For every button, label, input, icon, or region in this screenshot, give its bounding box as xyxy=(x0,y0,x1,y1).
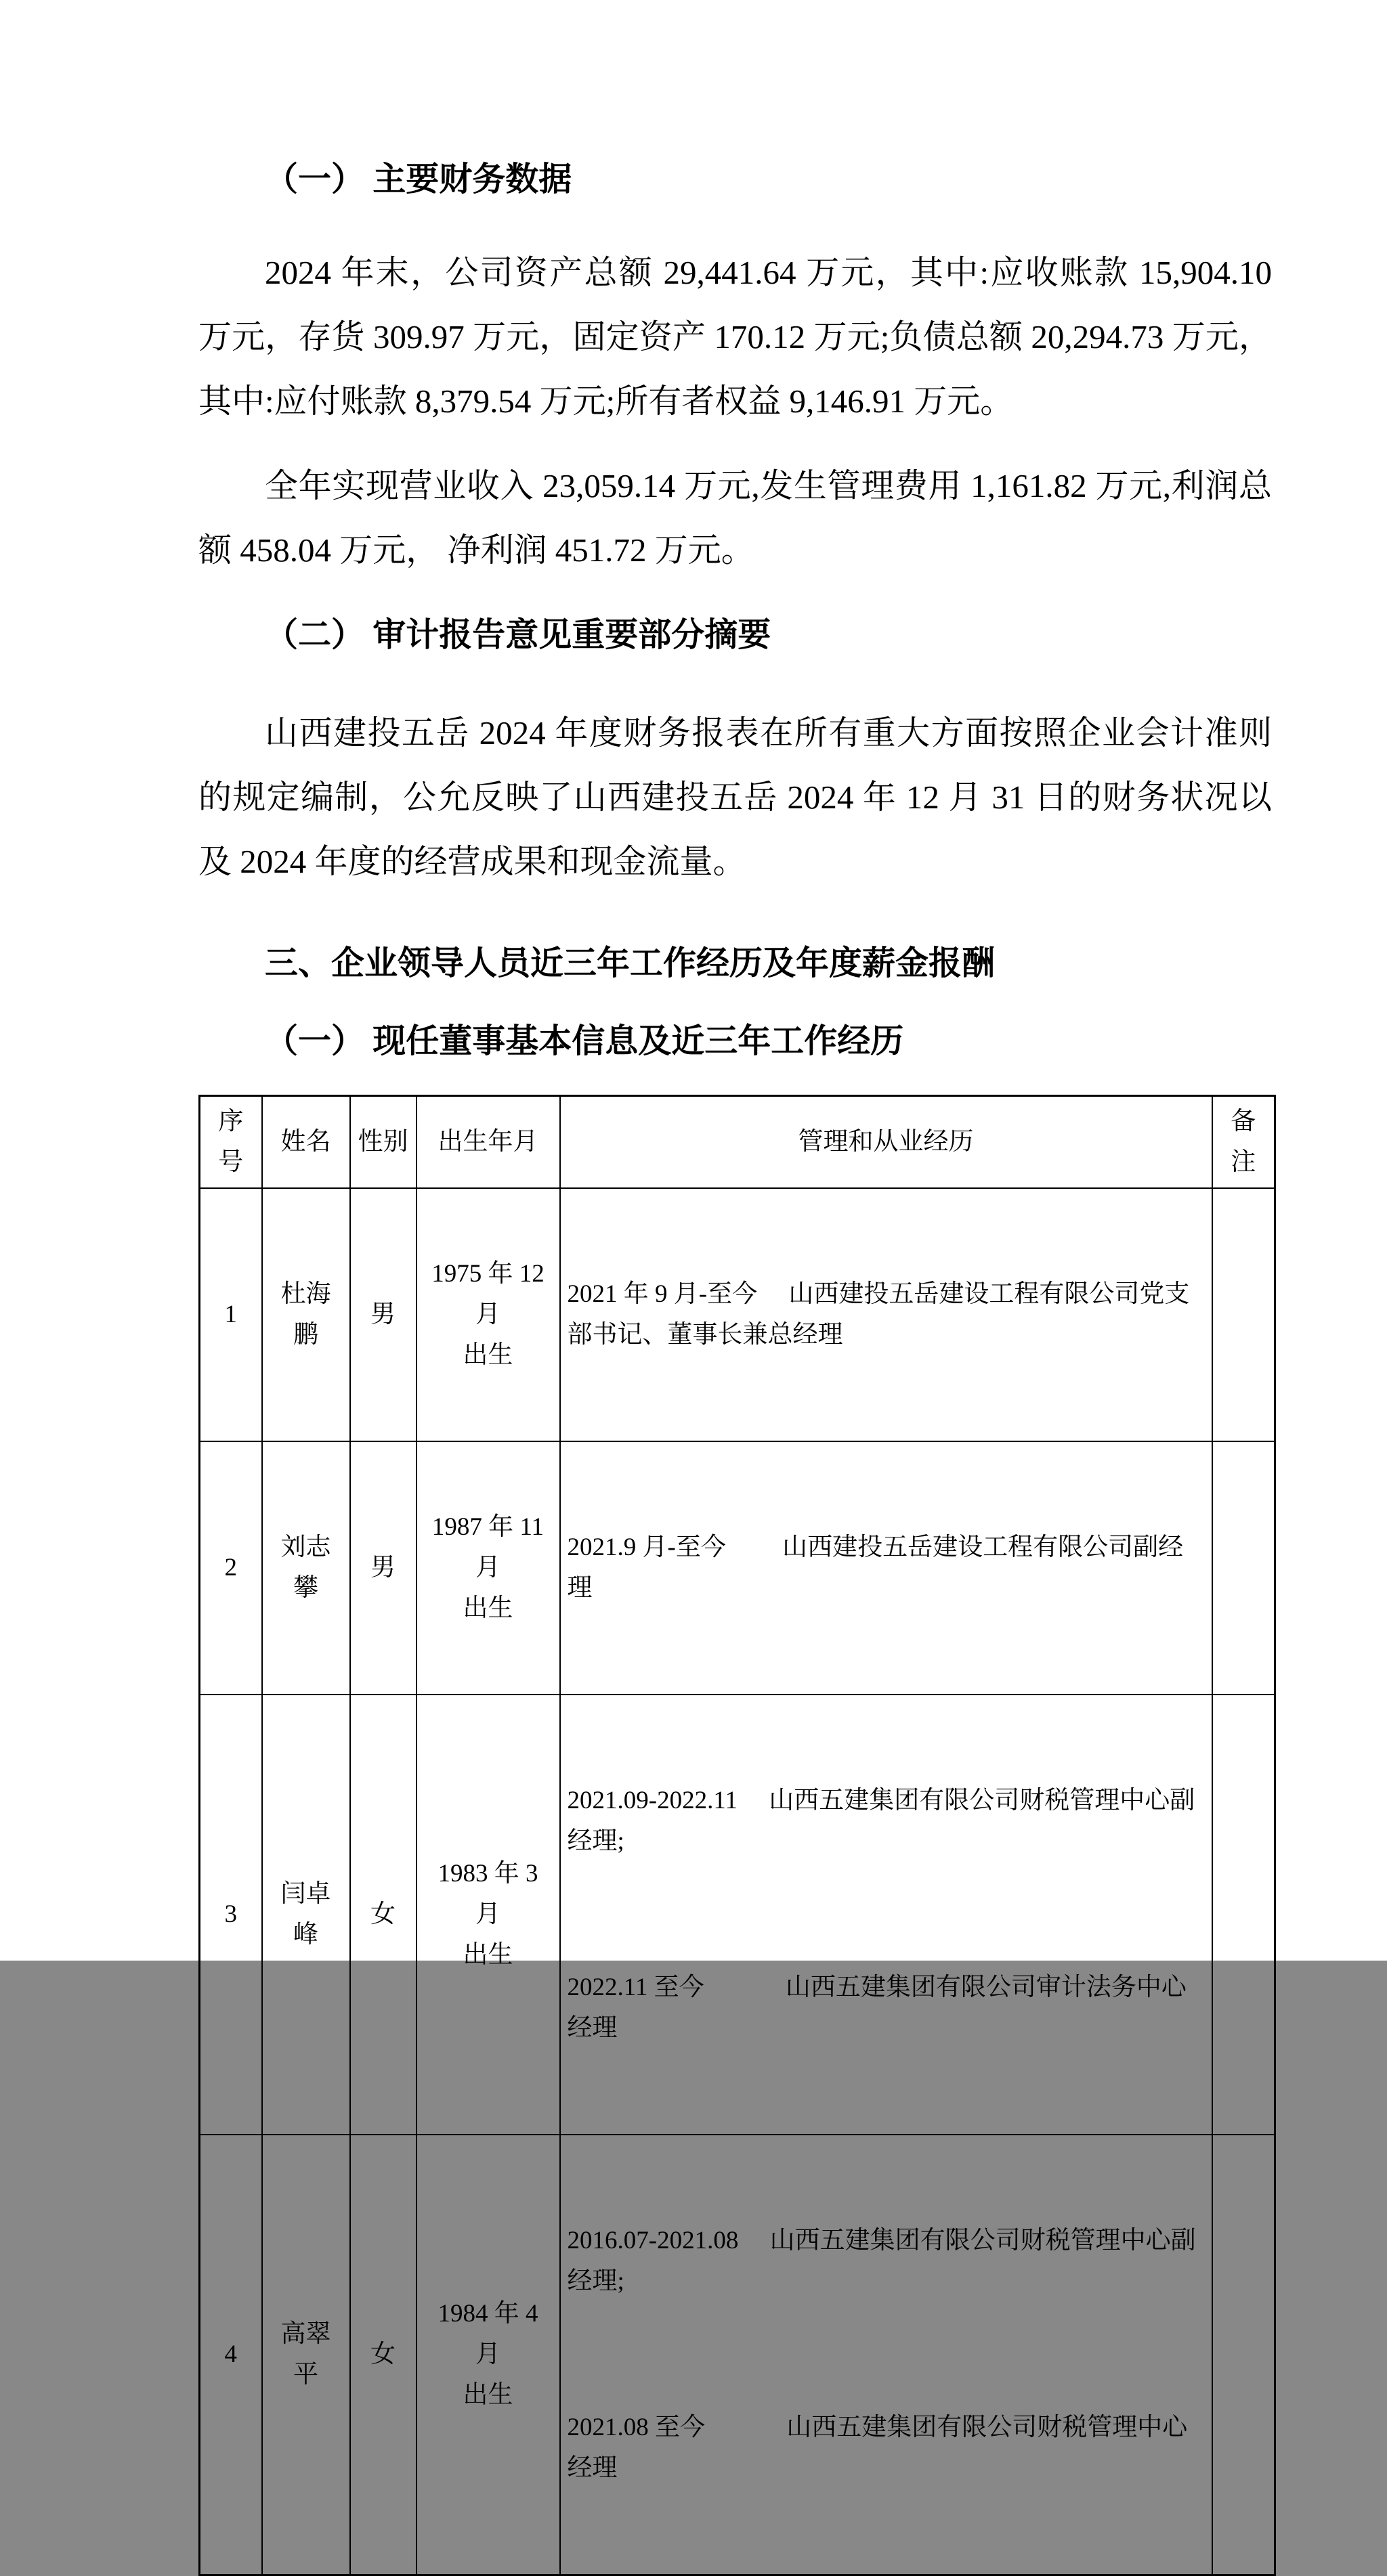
birth-line-1: 1975 年 12 月 xyxy=(431,1259,545,1328)
heading-audit-opinion: （二） 审计报告意见重要部分摘要 xyxy=(265,616,771,653)
para-audit-summary: 山西建投五岳 2024 年度财务报表在所有重大方面按照企业会计准则的规定编制，公允反映了山西建投五岳 2024 年 12 月 31 日的财务状况以及 2024 年度的经营成果和现金流量。 xyxy=(198,714,1272,880)
experience-entry: 2022.11 至今 山西五建集团有限公司审计法务中心经理 xyxy=(567,1973,1187,2042)
birth-line-2: 出生 xyxy=(463,1594,513,1622)
birth-line-1: 1983 年 3 月 xyxy=(438,1859,538,1928)
cell-note xyxy=(1212,1695,1275,2135)
para-financial-summary-1: 2024 年末，公司资产总额 29,441.64 万元，其中:应收账款 15,904.10 万元，存货 309.97 万元，固定资产 170.12 万元;负债总额 20,294.73 万元，其中:应付账款 8,379.54 万元;所有者权益 9,146.91 万元。 xyxy=(198,254,1272,420)
cell-no: 4 xyxy=(200,2135,262,2575)
experience-entry: 2021 年 9 月-至今 山西建投五岳建设工程有限公司党支部书记、董事长兼总经理 xyxy=(567,1280,1190,1349)
col-header-name: 姓名 xyxy=(262,1096,350,1188)
heading-current-directors: （一） 现任董事基本信息及近三年工作经历 xyxy=(265,1022,904,1060)
experience-entry: 2021.9 月-至今 山西建投五岳建设工程有限公司副经理 xyxy=(567,1533,1184,1602)
table-row xyxy=(200,2135,1275,2575)
para-financial-summary-2: 全年实现营业收入 23,059.14 万元,发生管理费用 1,161.82 万元,利润总额 458.04 万元， 净利润 451.72 万元。 xyxy=(198,467,1272,569)
table-row xyxy=(200,1695,1275,2135)
cell-gender: 女 xyxy=(350,2135,417,2575)
col-header-note: 备注 xyxy=(1212,1096,1275,1188)
cell-gender: 男 xyxy=(350,1441,417,1695)
directors-table xyxy=(198,1095,1276,2576)
cell-experience xyxy=(560,1188,1212,1441)
col-header-gender: 性别 xyxy=(350,1096,417,1188)
cell-no: 3 xyxy=(200,1695,262,2135)
birth-line-2: 出生 xyxy=(463,1340,513,1369)
col-header-birth: 出生年月 xyxy=(417,1096,560,1188)
birth-line-1: 1984 年 4 月 xyxy=(438,2299,538,2368)
cell-experience xyxy=(560,1695,1212,2135)
cell-no: 1 xyxy=(200,1188,262,1441)
birth-line-1: 1987 年 11 月 xyxy=(431,1512,545,1581)
cell-experience xyxy=(560,1441,1212,1695)
cell-note xyxy=(1212,1188,1275,1441)
table-row xyxy=(200,1441,1275,1695)
cell-name: 闫卓峰 xyxy=(262,1695,350,2135)
cell-note xyxy=(1212,2135,1275,2575)
experience-entry: 2021.09-2022.11 山西五建集团有限公司财税管理中心副经理; xyxy=(567,1786,1195,1855)
experience-entry: 2021.08 至今 山西五建集团有限公司财税管理中心经理 xyxy=(567,2413,1188,2482)
cell-gender: 女 xyxy=(350,1695,417,2135)
cell-no: 2 xyxy=(200,1441,262,1695)
birth-line-2: 出生 xyxy=(463,2380,513,2409)
cell-birth xyxy=(417,1188,560,1441)
table-row xyxy=(200,1188,1275,1441)
table-header-row xyxy=(200,1096,1275,1188)
cell-birth xyxy=(417,1441,560,1695)
col-header-experience: 管理和从业经历 xyxy=(560,1096,1212,1188)
heading-financial-data: （一） 主要财务数据 xyxy=(265,160,572,198)
heading-leaders-experience: 三、企业领导人员近三年工作经历及年度薪金报酬 xyxy=(265,944,996,982)
col-header-no: 序号 xyxy=(200,1096,262,1188)
birth-line-2: 出生 xyxy=(463,1940,513,1969)
cell-gender: 男 xyxy=(350,1188,417,1441)
cell-experience xyxy=(560,2135,1212,2575)
cell-birth xyxy=(417,2135,560,2575)
cell-name: 高翠平 xyxy=(262,2135,350,2575)
cell-name: 杜海鹏 xyxy=(262,1188,350,1441)
cell-note xyxy=(1212,1441,1275,1695)
experience-entry: 2016.07-2021.08 山西五建集团有限公司财税管理中心副经理; xyxy=(567,2226,1196,2295)
cell-name: 刘志攀 xyxy=(262,1441,350,1695)
cell-birth xyxy=(417,1695,560,2135)
